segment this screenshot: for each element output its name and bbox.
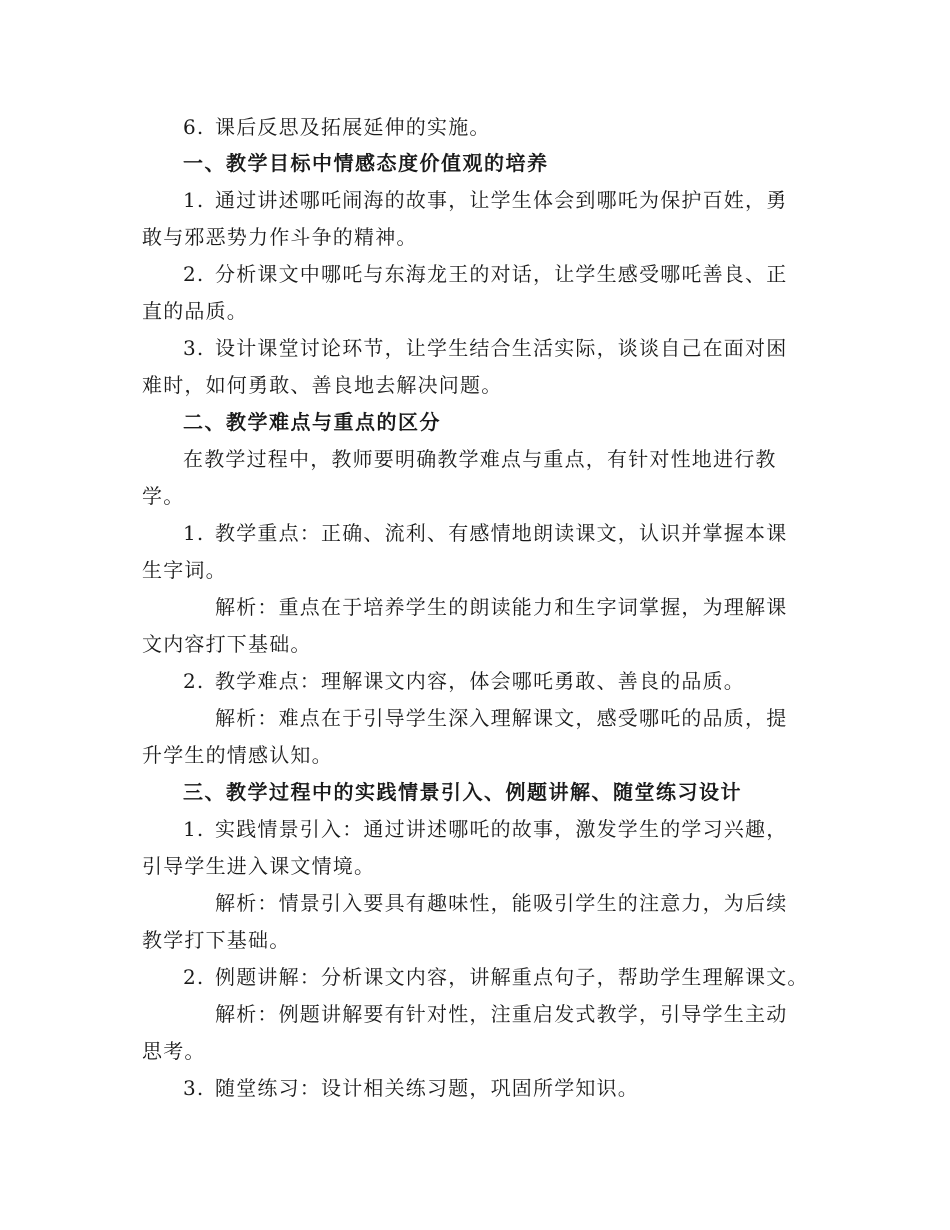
item-text: 通过讲述哪吒闹海的故事，让学生体会到哪吒为保护百姓，勇 [215,188,788,212]
item-text: 设计课堂讨论环节，让学生结合生活实际，谈谈自己在面对困 [215,336,788,360]
paragraph-line: 直的品质。 [142,299,248,323]
paragraph-line: 升学生的情感认知。 [142,743,333,767]
list-item [183,964,809,990]
item-number: 1. [183,188,205,212]
list-item [183,520,787,546]
section-heading: 一、教学目标中情感态度价值观的培养 [183,151,549,175]
item-number: 2. [183,669,205,693]
item-text: 教学难点：理解课文内容，体会哪吒勇敢、善良的品质。 [215,669,745,693]
analysis-line: 解析：重点在于培养学生的朗读能力和生字词掌握，为理解课 [215,595,788,619]
paragraph-line: 难时，如何勇敢、善良地去解决问题。 [142,373,503,397]
list-item [183,668,745,694]
analysis-line: 解析：情景引入要具有趣味性，能吸引学生的注意力，为后续 [215,891,788,915]
section-heading: 三、教学过程中的实践情景引入、例题讲解、随堂练习设计 [183,780,742,804]
analysis-line: 解析：例题讲解要有针对性，注重启发式教学，引导学生主动 [215,1002,788,1026]
item-number: 2. [183,965,205,989]
item-number: 2. [183,262,205,286]
item-number: 3. [183,336,205,360]
item-text: 分析课文中哪吒与东海龙王的对话，让学生感受哪吒善良、正 [215,262,788,286]
item-text: 课后反思及拓展延伸的实施。 [215,115,491,139]
paragraph-line: 教学打下基础。 [142,928,291,952]
section-heading: 二、教学难点与重点的区分 [183,410,441,434]
paragraph-line: 生字词。 [142,558,227,582]
item-number: 3. [183,1076,205,1100]
list-item [183,1075,639,1101]
item-text: 实践情景引入：通过讲述哪吒的故事，激发学生的学习兴趣， [215,817,788,841]
item-text: 教学重点：正确、流利、有感情地朗读课文，认识并掌握本课 [215,521,788,545]
list-item [183,114,491,140]
paragraph-line: 思考。 [142,1039,206,1063]
item-text: 例题讲解：分析课文内容，讲解重点句子，帮助学生理解课文。 [215,965,809,989]
list-item [183,816,787,842]
paragraph-line: 敢与邪恶势力作斗争的精神。 [142,225,418,249]
paragraph-line: 在教学过程中，教师要明确教学难点与重点，有针对性地进行教 [183,447,777,471]
item-number: 6. [183,115,205,139]
list-item [183,261,787,287]
item-number: 1. [183,521,205,545]
analysis-line: 解析：难点在于引导学生深入理解课文，感受哪吒的品质，提 [215,706,788,730]
item-number: 1. [183,817,205,841]
list-item [183,187,787,213]
paragraph-line: 引导学生进入课文情境。 [142,854,376,878]
paragraph-line: 学。 [142,484,185,508]
item-text: 随堂练习：设计相关练习题，巩固所学知识。 [215,1076,639,1100]
list-item [183,335,787,361]
paragraph-line: 文内容打下基础。 [142,632,312,656]
